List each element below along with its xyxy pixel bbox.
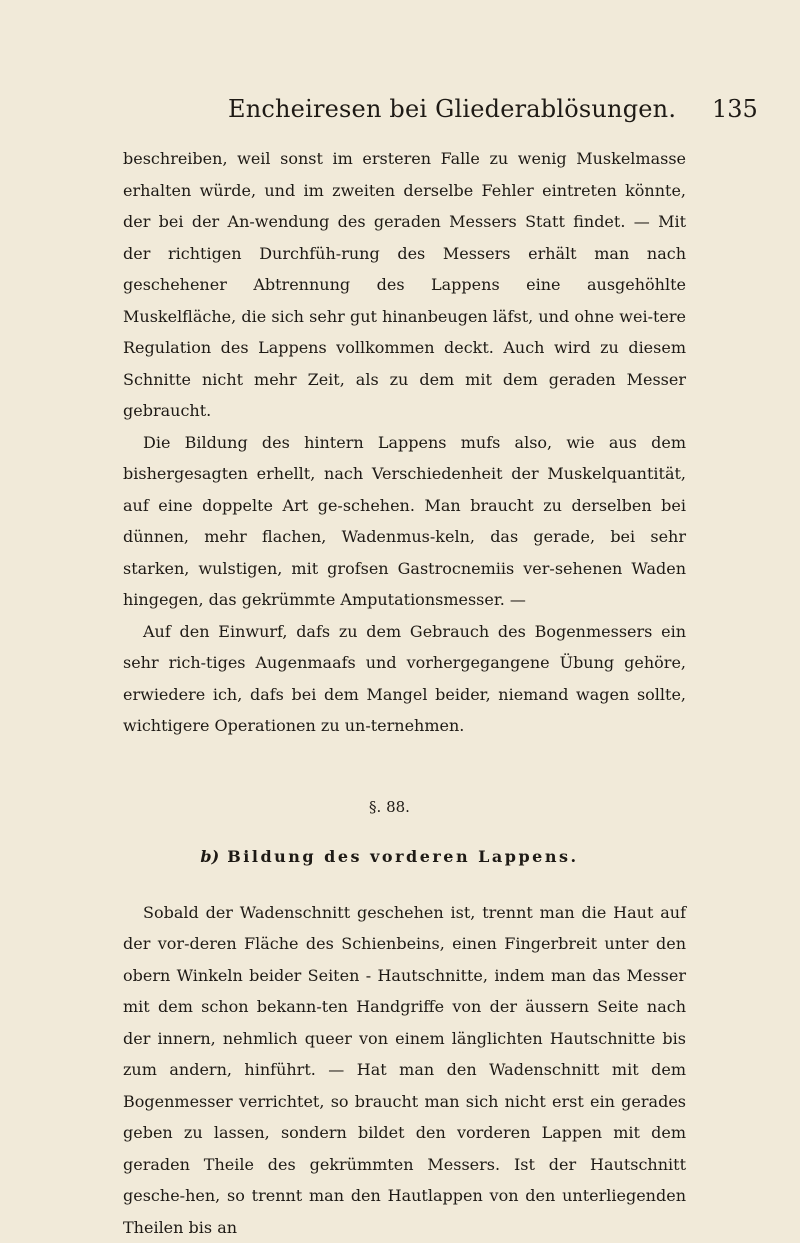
page-number: 135 (712, 95, 758, 123)
running-head (0, 95, 800, 129)
paragraph-hinterer-lappen: Die Bildung des hintern Lappens mufs also, wie aus dem bishergesagten erhellt, nach Verschiedenheit der Muskelquantität, auf eine doppelte Art ge-schehen. Man braucht zu derselben bei dünnen, mehr flachen, Wadenmus-keln, das gerade, bei sehr starken, wulstigen, mit grofsen Gastrocnemiis ver-sehenen Waden hingegen, das gekrümmte Amputationsmesser. — (123, 427, 686, 616)
paragraph-einwurf: Auf den Einwurf, dafs zu dem Gebrauch des Bogenmessers ein sehr rich-tiges Augenmaafs und vorhergegangene Übung gehöre, erwiedere ich, dafs bei dem Mangel beider, niemand wagen sollte, wichtigere Operationen zu un-ternehmen. (123, 616, 686, 742)
section-heading (123, 842, 686, 872)
body-text (123, 143, 686, 1243)
section-letter: b) (200, 847, 219, 866)
paragraph-vorderer-lappen: Sobald der Wadenschnitt geschehen ist, trennt man die Haut auf der vor-deren Fläche des Schienbeins, einen Fingerbreit unter den obern Winkeln beider Seiten - Hautschnitte, indem man das Messer mit dem schon bekann-ten Handgriffe von der äussern Seite nach der innern, nehmlich queer von einem länglichten Hautschnitte bis zum andern, hinführt. — Hat man den Wadenschnitt mit dem Bogenmesser verrichtet, so braucht man sich nicht erst ein gerades geben zu lassen, sondern bildet den vorderen Lappen mit dem geraden Theile des gekrümmten Messers. Ist der Hautschnitt gesche-hen, so trennt man den Hautlappen von den unterliegenden Theilen bis an (123, 897, 686, 1243)
running-title: Encheiresen bei Gliederablösungen. (228, 95, 676, 123)
section-number: §. 88. (123, 792, 686, 822)
paragraph-continuation: beschreiben, weil sonst im ersteren Falle zu wenig Muskelmasse erhalten würde, und im zweiten derselbe Fehler eintreten könnte, der bei der An-wendung des geraden Messers Statt findet. — Mit der richtigen Durchfüh-rung des Messers erhält man nach geschehener Abtrennung des Lappens eine ausgehöhlte Muskelfläche, die sich sehr gut hinanbeugen läfst, und ohne wei-tere Regulation des Lappens vollkommen deckt. Auch wird zu diesem Schnitte nicht mehr Zeit, als zu dem mit dem geraden Messer gebraucht. (123, 143, 686, 427)
section-title: Bildung des vorderen Lappens. (227, 847, 578, 866)
